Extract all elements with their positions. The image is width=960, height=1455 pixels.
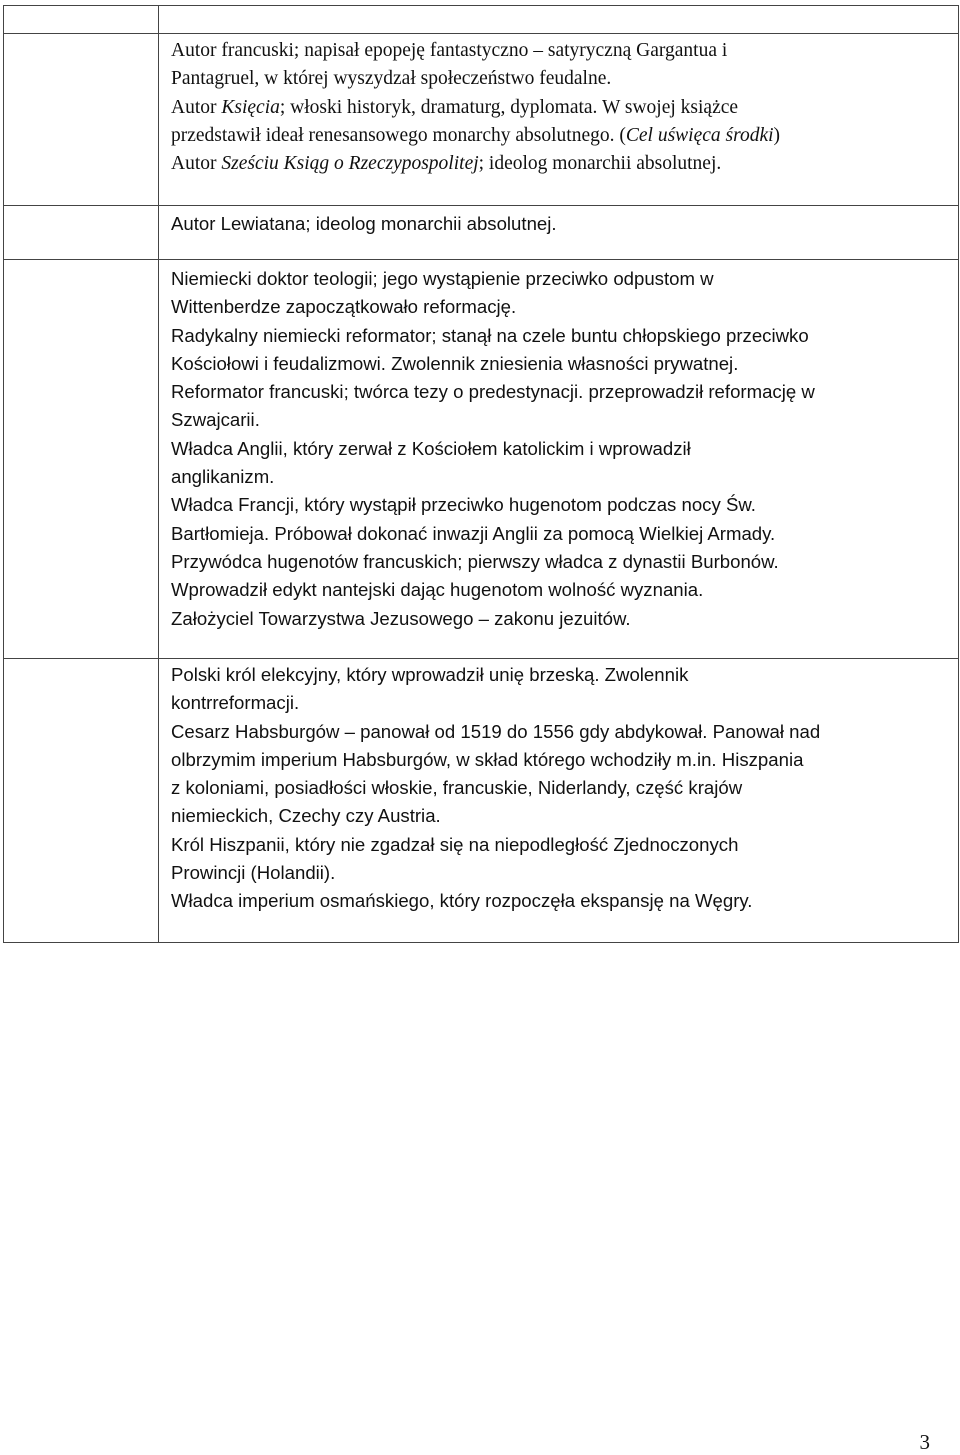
table-row-0 [4,6,959,34]
text-segment: Reformator francuski; twórca tezy o predestynacji. przeprowadził reformację w [171,381,815,403]
description-cell-3 [159,260,959,659]
worksheet-table [3,5,959,943]
description-line [171,265,952,293]
description-line [171,887,952,915]
table-row-1 [4,34,959,206]
description-line [171,210,952,238]
text-segment: Prowincji (Holandii). [171,862,336,884]
text-segment: Przywódca hugenotów francuskich; pierwszy władca z dynastii Burbonów. [171,550,779,572]
text-segment: olbrzymim imperium Habsburgów, w skład którego wchodziły m.in. Hiszpania [171,748,804,770]
description-cell-2 [159,206,959,260]
description-line [171,378,952,406]
table-row-4 [4,659,959,943]
text-segment: Kościołowi i feudalizmowi. Zwolennik zniesienia własności prywatnej. [171,352,739,374]
text-segment: Autor [171,96,222,118]
text-segment: Władca imperium osmańskiego, który rozpoczęła ekspansję na Węgry. [171,890,753,912]
text-segment: ; włoski historyk, dramaturg, dyplomata. W swojej książce [279,96,739,118]
description-line [171,435,952,463]
text-segment: przedstawił ideał renesansowego monarchy absolutnego. ( [171,124,626,146]
text-segment: Autor [171,153,222,175]
text-segment: Wittenberdze zapoczątkowało reformację. [171,296,517,318]
text-segment: niemieckich, Czechy czy Austria. [171,805,441,827]
text-segment: z koloniami, posiadłości włoskie, francuskie, Niderlandy, część krajów [171,777,743,799]
text-segment: Król Hiszpanii, który nie zgadzał się na niepodległość Zjednoczonych [171,833,739,855]
text-segment: Autor Lewiatana; ideolog monarchii absolutnej. [171,213,557,234]
description-line [171,831,952,859]
text-segment: Założyciel Towarzystwa Jezusowego – zakonu jezuitów. [171,607,631,629]
text-segment: Radykalny niemiecki reformator; stanął na czele buntu chłopskiego przeciwko [171,324,809,346]
text-segment: Bartłomieja. Próbował dokonać inwazji Anglii za pomocą Wielkiej Armady. [171,522,776,544]
text-segment: ) [773,124,781,146]
description-line [171,746,952,774]
description-line [171,491,952,519]
text-segment: Autor francuski; napisał epopeję fantastyczno – satyryczną Gargantua i [171,40,728,61]
text-segment: Władca Francji, który wystąpił przeciwko hugenotom podczas nocy Św. [171,494,756,516]
description-line [171,718,952,746]
description-line [171,65,952,93]
description-line [171,605,952,633]
description-cell-4 [159,659,959,943]
text-segment: Niemiecki doktor teologii; jego wystąpienie przeciwko odpustom w [171,268,714,289]
text-segment: Wprowadził edykt nantejski dając hugenotom wolność wyznania. [171,579,704,601]
description-cell-0 [159,6,959,34]
description-line [171,37,952,65]
text-segment: Cesarz Habsburgów – panował od 1519 do 1556 gdy abdykował. Panował nad [171,720,821,742]
italic-title: Księcia [221,96,280,118]
description-line [171,463,952,491]
description-line [171,322,952,350]
description-line [171,689,952,717]
answer-cell-1[interactable] [4,34,159,206]
description-line [171,802,952,830]
description-line [171,350,952,378]
description-line [171,520,952,548]
description-line [171,859,952,887]
description-line [171,774,952,802]
table-row-3 [4,260,959,659]
description-line [171,122,952,150]
description-line [171,576,952,604]
text-segment: Pantagruel, w której wyszydzał społeczeństwo feudalne. [171,68,612,90]
text-segment: kontrreformacji. [171,692,300,714]
text-segment: Szwajcarii. [171,409,260,431]
table-row-2 [4,206,959,260]
page-number: 3 [919,1430,930,1454]
answer-cell-2[interactable] [4,206,159,260]
description-cell-1 [159,34,959,206]
answer-cell-0[interactable] [4,6,159,34]
text-segment: ; ideolog monarchii absolutnej. [478,153,722,175]
description-line [171,150,952,178]
answer-cell-3[interactable] [4,260,159,659]
italic-title: Cel uświęca środki [625,124,774,146]
text-segment: Władca Anglii, który zerwał z Kościołem katolickim i wprowadził [171,437,691,459]
italic-title: Sześciu Ksiąg o Rzeczypospolitej [221,153,479,175]
description-line [171,406,952,434]
text-segment: Polski król elekcyjny, który wprowadził unię brzeską. Zwolennik [171,664,689,685]
answer-cell-4[interactable] [4,659,159,943]
description-line [171,94,952,122]
description-line [171,293,952,321]
description-line [171,661,952,689]
description-line [171,548,952,576]
text-segment: anglikanizm. [171,466,275,488]
